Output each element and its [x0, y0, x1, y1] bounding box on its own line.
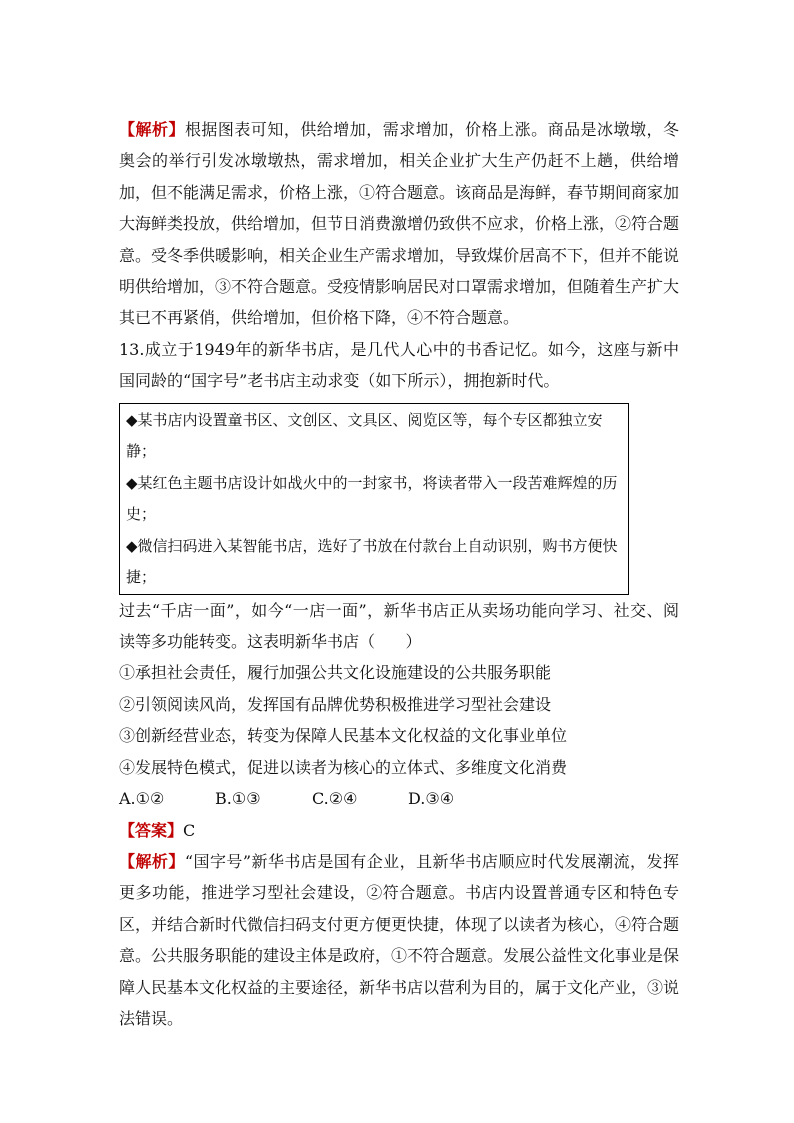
- q13-option-4: ④发展特色模式，促进以读者为核心的立体式、多维度文化消费: [119, 757, 568, 777]
- choice-c: C.②④: [312, 789, 358, 809]
- q13-choices: [119, 783, 679, 814]
- analysis-text: 根据图表可知，供给增加，需求增加，价格上涨。商品是冰墩墩，冬奥会的举行引发冰墩墩热，需求增加，相关企业扩大生产仍赶不上趟，供给增加，但不能满足需求，价格上涨，①符合题意。该商品是海鲜，春节期间商家加大海鲜类投放，供给增加，但节日消费激增仍致供不应求，价格上涨，②符合题意。受冬季供暖影响，相关企业生产需求增加，导致煤价居高不下，但并不能说明供给增加，③不符合题意。受疫情影响居民对口罩需求增加，但随着生产扩大其已不再紧俏，供给增加，但价格下降，④不符合题意。: [119, 120, 680, 328]
- document-content: [119, 114, 679, 1034]
- analysis-tag: 【解析】: [119, 120, 185, 139]
- analysis-tag: 【解析】: [119, 851, 185, 871]
- q13-analysis: [119, 846, 679, 1034]
- q13-material-box: [119, 403, 629, 595]
- answer-value: C: [183, 820, 196, 840]
- analysis-text: “国字号”新华书店是国有企业，且新华书店顺应时代发展潮流，发挥更多功能，推进学习型社会建设，②符合题意。书店内设置普通专区和特色专区，并结合新时代微信扫码支付更方便更快捷，体现了以读者为核心，④符合题意。公共服务职能的建设主体是政府，①不符合题意。发展公益性文化事业是保障人民基本文化权益的主要途径，新华书店以营利为目的，属于文化产业，③说法错误。: [119, 851, 680, 1028]
- choice-d: D.③④: [408, 789, 455, 809]
- q12-analysis: [119, 114, 679, 334]
- choice-a: A.①②: [119, 789, 165, 809]
- q13-stem: 13.成立于1949年的新华书店，是几代人心中的书香记忆。如今，这座与新中国同龄的“国字号”老书店主动求变（如下所示），拥抱新时代。: [119, 339, 679, 391]
- q13-answer: [119, 815, 679, 846]
- choice-b: B.①③: [215, 789, 261, 809]
- q13-question: 过去“千店一面”，如今“一店一面”，新华书店正从卖场功能向学习、社交、阅读等多功能转变。这表明新华书店（ ）: [119, 600, 679, 652]
- answer-tag: 【答案】: [119, 820, 184, 840]
- material-item: ◆某红色主题书店设计如战火中的一封家书，将读者带入一段苦难辉煌的历史；: [126, 473, 618, 524]
- material-item: ◆某书店内设置童书区、文创区、文具区、阅览区等，每个专区都独立安静；: [126, 410, 603, 461]
- q13-option-3: ③创新经营业态，转变为保障人民基本文化权益的文化事业单位: [119, 726, 568, 746]
- material-item: ◆微信扫码进入某智能书店，选好了书放在付款台上自动识别，购书方便快捷；: [126, 536, 618, 587]
- q13-option-2: ②引领阅读风尚，发挥国有品牌优势积极推进学习型社会建设: [119, 694, 552, 714]
- q13-option-1: ①承担社会责任，履行加强公共文化设施建设的公共服务职能: [119, 663, 552, 683]
